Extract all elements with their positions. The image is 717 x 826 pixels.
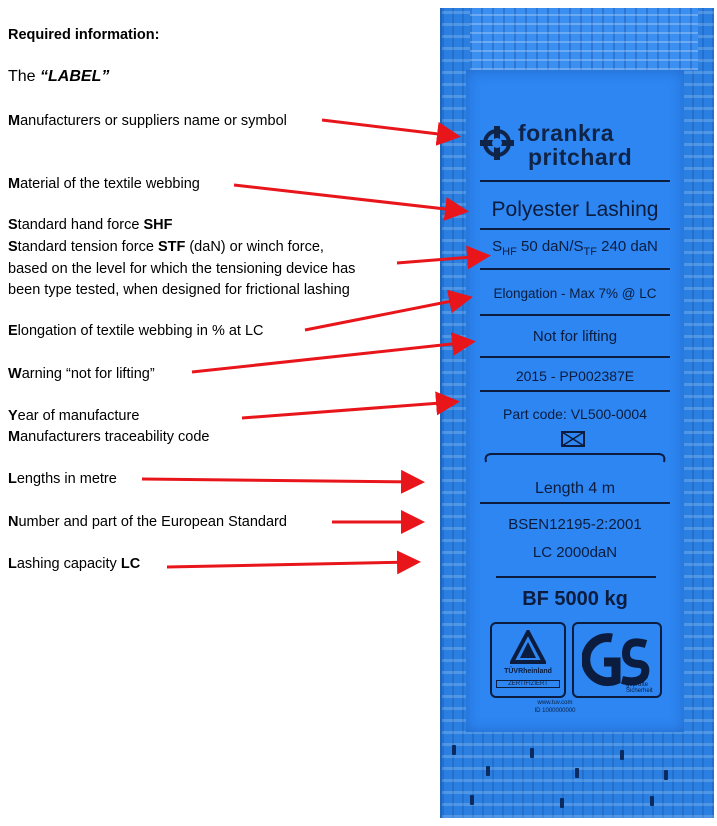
- standard-text: BSEN12195-2:2001: [508, 516, 642, 533]
- item-elongation: Elongation of textile webbing in % at LC: [8, 323, 264, 339]
- brand-name-line1: forankra: [518, 120, 615, 146]
- gs-text: geprüfte Sicherheit: [626, 682, 653, 694]
- bf-text: BF 5000 kg: [522, 588, 628, 610]
- arrow-year: [242, 402, 454, 418]
- item-traceability: Manufacturers traceability code: [8, 429, 210, 445]
- part-code-text: Part code: VL500-0004: [503, 406, 647, 422]
- arrow-elongation: [305, 298, 467, 330]
- arrow-manufacturer: [322, 120, 455, 136]
- item-shf: Standard hand force SHF: [8, 217, 173, 233]
- item-stf: Standard tension force STF (daN) or winch force,: [8, 239, 324, 255]
- shf-stf-text: $S_{HF}$ 50 daN/$S_{TF}$ 240 daN: [492, 238, 658, 258]
- elongation-text: Elongation - Max 7% @ LC: [493, 286, 657, 301]
- item-standard: Number and part of the European Standard: [8, 514, 287, 530]
- label-intro: The “LABEL”: [8, 68, 110, 85]
- arrow-warning: [192, 342, 470, 372]
- item-stf-line3: been type tested, when designed for frictional lashing: [8, 282, 350, 298]
- arrow-material: [234, 185, 463, 211]
- cert-url-text: www.tuv.com: [537, 700, 573, 706]
- warning-text: Not for lifting: [532, 328, 618, 345]
- item-warning: Warning “not for lifting”: [8, 366, 155, 382]
- arrow-length: [142, 479, 419, 482]
- tuv-brand-text: TÜVRheinland: [504, 668, 552, 675]
- item-material: Material of the textile webbing: [8, 176, 200, 192]
- cert-id-text: ID 1000000000: [534, 708, 576, 714]
- arrow-shf-stf: [397, 256, 485, 263]
- item-stf-line2: based on the level for which the tensioning device has: [8, 261, 356, 277]
- lc-text: LC 2000daN: [532, 544, 618, 561]
- item-length: Lengths in metre: [8, 471, 117, 487]
- item-lc: Lashing capacity LC: [8, 556, 141, 572]
- arrow-lc: [167, 562, 415, 567]
- length-text: Length 4 m: [534, 480, 616, 497]
- section-heading: Required information:: [8, 27, 160, 43]
- item-year: Year of manufacture: [8, 408, 140, 424]
- material-text: Polyester Lashing: [491, 198, 659, 221]
- brand-name-line2: pritchard: [528, 144, 633, 170]
- item-manufacturer-name: Manufacturers or suppliers name or symbol: [8, 113, 287, 129]
- traceability-text: 2015 - PP002387E: [515, 368, 635, 384]
- tuv-cert-text: ZERTIFIZIERT: [496, 680, 560, 688]
